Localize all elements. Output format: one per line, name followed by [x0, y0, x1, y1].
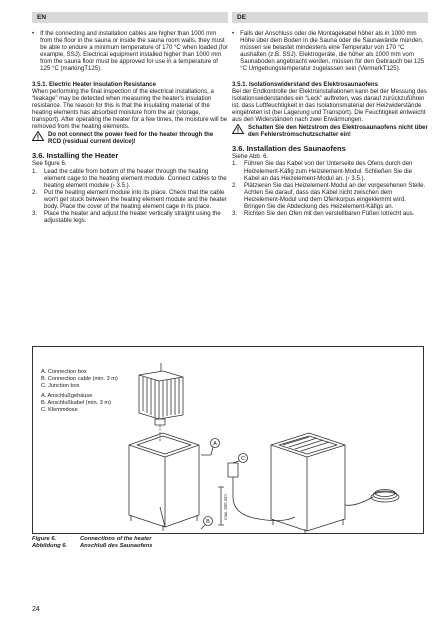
- see-figure: Siehe Abb. 6.: [232, 153, 269, 161]
- language-tab-en: EN: [32, 12, 228, 23]
- list-item: 1. Führen Sie das Kabel von der Unterseite des Ofens durch den Heizelement-Käfig zum Heizelement-Modul. Schließen Sie die Kabel an das Heizelement-Modul an. (› 3.5.).: [232, 160, 413, 182]
- rcd-warning: [232, 124, 428, 138]
- list-item: [32, 30, 228, 73]
- german-column: [232, 30, 428, 217]
- list-item: 2. Plätzieren Sie das Heizelement-Modul an der vorgesehenen Stelle. Achten Sie darauf, dass das Kabel nicht zwischen dem Heizelement-Modul und dem Ofenkorpus eingeklemmt wird. Bringen Sie die Abdeckung des Heizelement-Käfigs an.: [232, 181, 426, 210]
- see-figure: See figure 6.: [32, 160, 67, 168]
- installing-heater-heading: 3.6. Installation des Saunaofens: [232, 144, 346, 154]
- insulation-resistance-heading: 3.5.1. Electric Heater Insulation Resistance: [32, 80, 156, 88]
- rcd-warning: [32, 131, 228, 145]
- dimension-label: max. 500 mm: [223, 494, 228, 520]
- cable-coil: [345, 490, 399, 506]
- list-item: 3. Place the heater and adjust the heater vertically straight using the adjustable legs.: [32, 210, 221, 225]
- rcd-warning-text: Do not connect the power feed for the heater through the RCD (residual current device)!: [48, 131, 214, 146]
- english-column: [32, 30, 228, 224]
- list-item: 3. Richten Sie den Ofen mit den verstellbaren Füßen lotrecht aus.: [232, 210, 415, 218]
- language-tab-de: DE: [232, 12, 428, 23]
- insulation-resistance-heading: 3.5.1. Isolationswiderstand des Elektrosaunaofens: [232, 80, 378, 88]
- rcd-warning-text: Schalten Sie den Netzstrom des Elektrosaunaofens nicht über den Fehlerstromschutzschalter ein!: [248, 124, 428, 139]
- figure-caption: Figure 6. Connections of the heater Abbildung 6. Anschluß des Saunaofens: [32, 536, 153, 549]
- figure-6-box: [32, 346, 424, 534]
- heater-installation-drawing: [33, 347, 425, 535]
- heating-element-module: [139, 363, 183, 441]
- heater-body-left: [129, 433, 199, 531]
- bullet-dot: •: [32, 30, 35, 37]
- insulation-resistance-text: Bei der Endkontrolle der Elektroinstallationen kann bei der Messung des Isolationswiderstandes ein “Leck” auftreten, was darauf zurückzuführen ist, dass Luftfeuchtigkeit in das Isolationsmaterial der Heizwiderstände eingetreten ist (bei Lagerung und Transport). Die Feuchtigkeit entweicht aus den Widerständen nach zwei Erwärmungen.: [232, 87, 427, 124]
- junction-box: [228, 463, 295, 521]
- insulation-resistance-text: When performing the final inspection of the electrical installations, a “leakage” may be detected when measuring the heater's insulation resistance. The reason for this is that the insulating material of the heating elements has absorbed moisture from the air (storage, transport). After operating the heater for a few times, the moisture will be removed from the heating elements.: [32, 87, 228, 131]
- cable-temperature-note: Falls der Anschluss oder die Montagekabel höher als in 1000 mm Höhe über dem Boden in die Sauna oder die Saunawände münden, müssen sie belastet mindestens eine Temperatur von 170 °C aushalten (z.B. SSJ). Elektrogeräte, die höher als 1000 mm vom Saunaboden angebracht werden, müssen für den Gebrauch bei 125 °C Umgebungstemperatur zugelassen sein (VermerkT125).: [240, 30, 425, 73]
- cable-temperature-note: If the connecting and installation cables are higher than 1000 mm from the floor in the sauna or inside the sauna room walls, they must be able to endure a minimum temperature of 170 °C when loaded (for example, SSJ). Electrical equipment installed higher than 1000 mm from the sauna floor must be approved for use in a temperature of 125 °C (markingT125).: [40, 30, 228, 73]
- callout-a-label: A: [213, 441, 217, 447]
- installing-heater-heading: 3.6. Installing the Heater: [32, 151, 119, 161]
- figure-legend: A. Connection box B. Connection cable (min. 3 m) C. Junction box A. Anschlußgehäuse B. Anschlußkabel (min. 3 m) C. Klemmdose: [41, 369, 118, 413]
- heater-body-right: [271, 433, 345, 534]
- bullet-dot: •: [232, 30, 235, 37]
- warning-triangle-icon: [32, 131, 44, 141]
- list-item: [232, 30, 428, 73]
- page-number: 24: [32, 606, 40, 613]
- list-item: 1. Lead the cable from bottom of the heater through the heating element cage to the heating element module. Connect cables to the heating element module (› 3.5.).: [32, 167, 227, 189]
- callout-c-label: C: [241, 456, 245, 462]
- list-item: 2. Put the heating element module into its place. Check that the cable won't get stuck between the heating element module and the heater body. Place the cover of the heating element cage in its place.: [32, 188, 227, 210]
- warning-triangle-icon: [232, 124, 244, 134]
- callout-b-label: B: [206, 519, 210, 525]
